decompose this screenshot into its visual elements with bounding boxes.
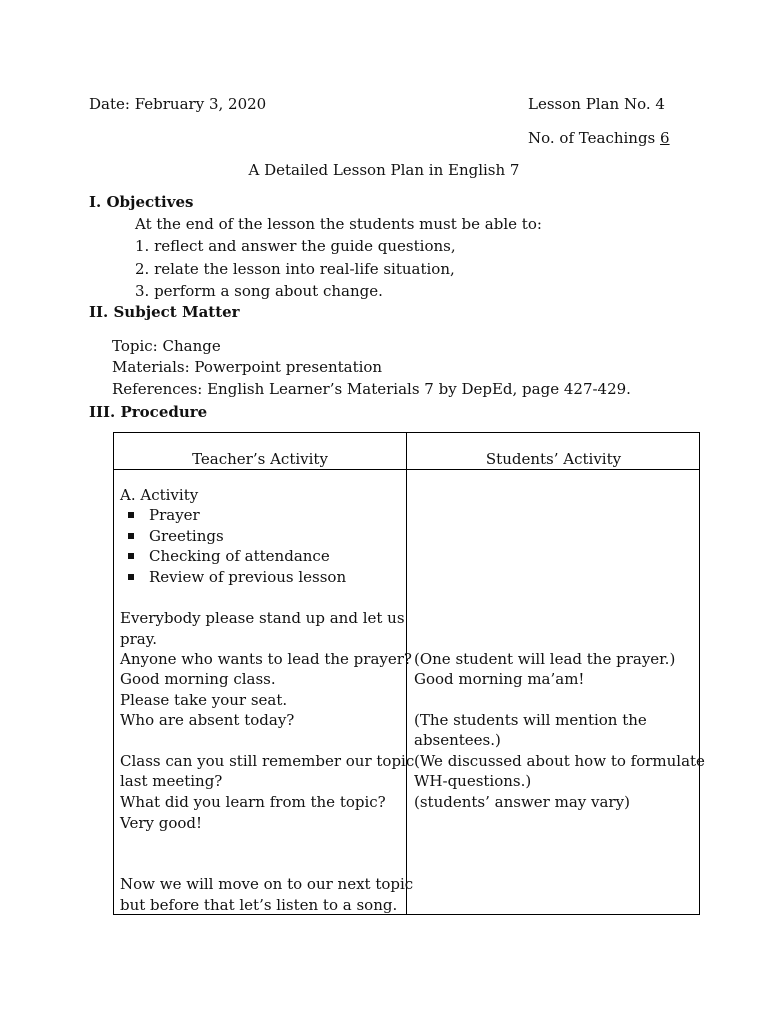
teacher-line: Now we will move on to our next topic — [120, 875, 414, 893]
procedure-heading: III. Procedure — [89, 403, 208, 421]
activity-bullet: Checking of attendance — [149, 547, 330, 565]
teacher-line: Who are absent today? — [120, 711, 295, 729]
teachings-value: 6 — [660, 129, 670, 147]
student-line: Good morning ma’am! — [414, 670, 585, 688]
subject-materials: Materials: Powerpoint presentation — [112, 358, 383, 376]
subject-topic: Topic: Change — [112, 337, 221, 355]
objective-item: 2. relate the lesson into real-life situation, — [135, 260, 455, 278]
teacher-line: last meeting? — [120, 772, 223, 790]
subject-references: References: English Learner’s Materials 7 by DepEd, page 427-429. — [112, 380, 631, 398]
student-line: absentees.) — [414, 731, 501, 749]
activity-heading: A. Activity — [120, 486, 199, 504]
teacher-line: pray. — [120, 630, 157, 648]
teacher-line: What did you learn from the topic? — [120, 793, 386, 811]
teacher-line: Anyone who wants to lead the prayer? — [120, 650, 412, 668]
document-title: A Detailed Lesson Plan in English 7 — [248, 161, 520, 179]
student-line: (One student will lead the prayer.) — [414, 650, 676, 668]
teacher-line: but before that let’s listen to a song. — [120, 896, 398, 914]
teacher-line: Everybody please stand up and let us — [120, 609, 405, 627]
procedure-table — [113, 432, 705, 915]
lesson-plan-number: Lesson Plan No. 4 — [528, 95, 665, 113]
objectives-intro: At the end of the lesson the students must be able to: — [135, 215, 542, 233]
objective-item: 1. reflect and answer the guide questions, — [135, 237, 456, 255]
bullet-icon — [128, 574, 134, 580]
student-line: (students’ answer may vary) — [414, 793, 630, 811]
activity-bullet: Prayer — [149, 506, 200, 524]
column-divider — [406, 433, 407, 914]
subject-matter-heading: II. Subject Matter — [89, 303, 240, 321]
header-divider — [114, 469, 699, 470]
lesson-date: Date: February 3, 2020 — [89, 95, 267, 113]
bullet-icon — [128, 533, 134, 539]
teacher-line: Class can you still remember our topic — [120, 752, 415, 770]
objectives-heading: I. Objectives — [89, 193, 194, 211]
teacher-line: Please take your seat. — [120, 691, 288, 709]
teachings-label: No. of Teachings — [528, 129, 661, 147]
student-line: (We discussed about how to formulate — [414, 752, 705, 770]
bullet-icon — [128, 512, 134, 518]
number-of-teachings — [528, 128, 670, 148]
activity-bullet: Greetings — [149, 527, 224, 545]
students-activity-header: Students’ Activity — [485, 450, 622, 468]
objective-item: 3. perform a song about change. — [135, 282, 383, 300]
student-line: WH-questions.) — [414, 772, 532, 790]
teacher-activity-header: Teacher’s Activity — [192, 450, 328, 468]
activity-bullet: Review of previous lesson — [149, 568, 347, 586]
bullet-icon — [128, 553, 134, 559]
teacher-line: Very good! — [120, 814, 203, 832]
student-line: (The students will mention the — [414, 711, 647, 729]
teacher-line: Good morning class. — [120, 670, 276, 688]
